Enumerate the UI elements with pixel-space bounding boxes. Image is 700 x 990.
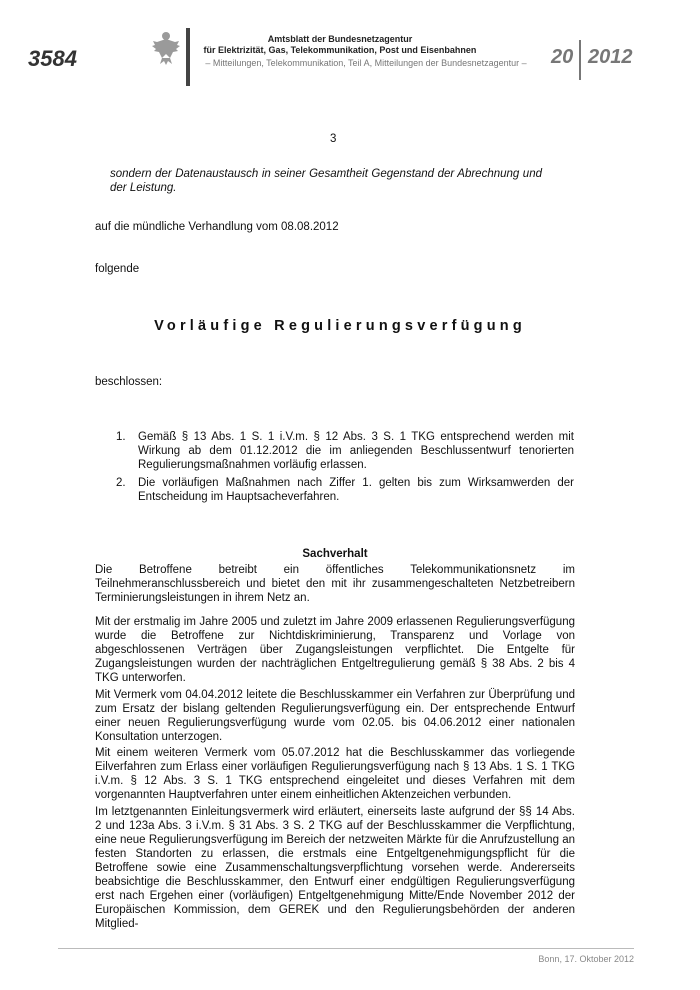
publisher-title: Amtsblatt der Bundesnetzagentur	[267, 34, 413, 44]
body-paragraph: Mit der erstmalig im Jahre 2005 und zuletzt im Jahre 2009 erlassenen Regulierungsverfügung wurde die Betroffene zur Nichtdiskriminierung, Transparenz und Vorlage von abgeschlossenen Verträgen über Zugangsleistungen verpflichtet. Die Entgelte für Zugangsleistungen wurden der nachträglichen Entgeltregulierung gemäß § 38 Abs. 2 bis 4 TKG unterworfen.	[95, 616, 575, 684]
body-paragraph: Die Betroffene betreibt ein öffentliches Telekommunikationsnetz im Teilnehmeranschlussbereich und bietet den mit ihr zusammengeschalteten Netzbetreibern Terminierungsleistungen in ihrem Netz an.	[95, 564, 575, 604]
footer-date: Bonn, 17. Oktober 2012	[538, 954, 634, 964]
section-heading: Sachverhalt	[302, 548, 368, 560]
list-item-number: 1.	[116, 431, 126, 443]
publisher-section-line: – Mitteilungen, Telekommunikation, Teil A, Mitteilungen der Bundesnetzagentur –	[205, 58, 527, 68]
intro-italic-paragraph: sondern der Datenaustausch in seiner Gesamtheit Gegenstand der Abrechnung und der Leistung.	[110, 168, 542, 194]
page-number: 3584	[28, 46, 77, 71]
issue-number: 20	[551, 46, 574, 68]
folgende-line: folgende	[95, 263, 140, 275]
list-item-number: 2.	[116, 477, 126, 489]
publisher-subtitle: für Elektrizität, Gas, Telekommunikation, Post und Eisenbahnen	[203, 45, 477, 55]
list-item-text: Die vorläufigen Maßnahmen nach Ziffer 1. gelten bis zum Wirksamwerden der Entscheidung im Hauptsacheverfahren.	[138, 477, 574, 503]
issue-year: 2012	[588, 46, 633, 68]
footer-divider	[58, 948, 634, 949]
hearing-line: auf die mündliche Verhandlung vom 08.08.2012	[95, 221, 339, 233]
main-heading: Vorläufige Regulierungsverfügung	[154, 318, 526, 334]
beschlossen-line: beschlossen:	[95, 376, 163, 388]
body-paragraph: Im letztgenannten Einleitungsvermerk wird erläutert, einerseits laste aufgrund der §§ 14 Abs. 2 und 123a Abs. 3 i.V.m. § 31 Abs. 3 S. 2 TKG auf der Beschlusskammer die Verpflichtung, eine neue Regulierungsverfügung im Bereich der netzweiten Märkte für die Anrufzustellung an festen Standorten zu erlassen, die erstmals eine Entgeltgenehmigungspflicht für die Betroffene sowie eine Zusammenschaltungsverpflichtung vorsehen werde. Andererseits beabsichtige die Beschlusskammer, den Entwurf einer endgültigen Regulierungsverfügung erst nach Ergehen einer (vorläufigen) Entgeltgenehmigung Mitte/Ende November 2012 der Europäischen Kommission, dem GEREK und den Regulierungsbehörden der anderen Mitglied-	[95, 806, 575, 930]
body-paragraph: Mit Vermerk vom 04.04.2012 leitete die Beschlusskammer ein Verfahren zur Überprüfung und zum Ersatz der bislang geltenden Regulierungsverfügung ein. Der entsprechende Entwurf einer neuen Regulierungsverfügung wurde vom 02.05. bis 04.06.2012 einer nationalen Konsultation unterzogen.	[95, 689, 575, 743]
issue-divider	[579, 40, 581, 80]
list-item-text: Gemäß § 13 Abs. 1 S. 1 i.V.m. § 12 Abs. 3 S. 1 TKG entsprechend werden mit Wirkung ab dem 01.12.2012 die im anliegenden Beschlussentwurf tenorierten Regulierungsmaßnahmen vorläufig erlassen.	[138, 431, 574, 471]
body-paragraph: Mit einem weiteren Vermerk vom 05.07.2012 hat die Beschlusskammer das vorliegende Eilverfahren zum Erlass einer vorläufigen Regulierungsverfügung nach § 13 Abs. 1 S. 1 TKG i.V.m. § 12 Abs. 3 S. 1 TKG entsprechend eingeleitet und dieses Verfahren mit dem vorgenannten Hauptverfahren unter einem einheitlichen Aktenzeichen verbunden.	[95, 747, 575, 801]
federal-eagle-icon	[150, 30, 182, 66]
inner-page-number: 3	[330, 133, 337, 145]
